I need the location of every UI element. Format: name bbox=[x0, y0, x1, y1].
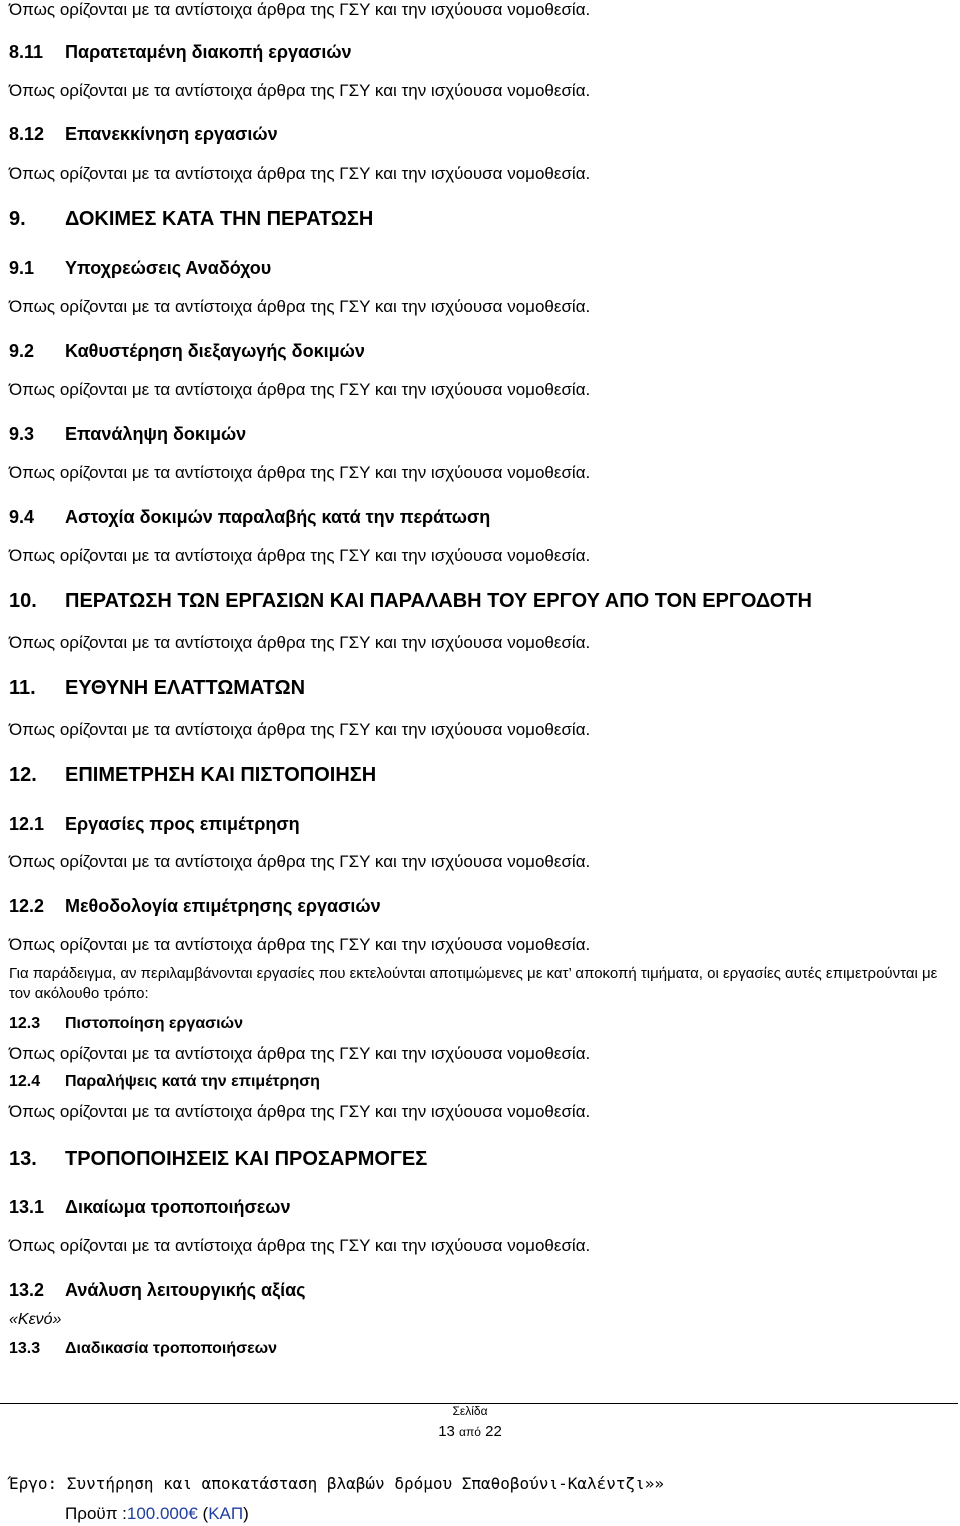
body-text: Όπως ορίζονται με τα αντίστοιχα άρθρα της ΓΣΥ και την ισχύουσα νομοθεσία. bbox=[9, 0, 591, 19]
heading-13-3 bbox=[9, 1340, 277, 1358]
heading-12 bbox=[9, 764, 376, 787]
heading-13 bbox=[9, 1148, 427, 1171]
heading-9-4 bbox=[9, 507, 490, 528]
page-total: 22 bbox=[485, 1423, 502, 1440]
heading-9-1 bbox=[9, 258, 271, 279]
heading-title: ΕΥΘΥΝΗ ΕΛΑΤΤΩΜΑΤΩΝ bbox=[65, 677, 306, 699]
heading-number: 12.1 bbox=[9, 814, 45, 834]
body-text: Όπως ορίζονται με τα αντίστοιχα άρθρα της ΓΣΥ και την ισχύουσα νομοθεσία. bbox=[9, 935, 591, 954]
heading-number: 12.3 bbox=[9, 1015, 41, 1032]
body-text: Όπως ορίζονται με τα αντίστοιχα άρθρα της ΓΣΥ και την ισχύουσα νομοθεσία. bbox=[9, 463, 591, 482]
heading-13-1 bbox=[9, 1197, 291, 1218]
body-text: Όπως ορίζονται με τα αντίστοιχα άρθρα της ΓΣΥ και την ισχύουσα νομοθεσία. bbox=[9, 633, 591, 652]
heading-number: 11. bbox=[9, 677, 36, 699]
heading-title: Παρατεταμένη διακοπή εργασιών bbox=[65, 42, 352, 62]
heading-9 bbox=[9, 208, 373, 231]
budget-label: Προϋπ : bbox=[65, 1504, 127, 1523]
heading-9-2 bbox=[9, 341, 365, 362]
heading-number: 9.2 bbox=[9, 341, 35, 361]
heading-8-11 bbox=[9, 42, 352, 63]
heading-title: Καθυστέρηση διεξαγωγής δοκιμών bbox=[65, 341, 365, 361]
heading-title: Αστοχία δοκιμών παραλαβής κατά την περάτωση bbox=[65, 507, 491, 527]
heading-9-3 bbox=[9, 424, 246, 445]
page-of-word: από bbox=[459, 1425, 481, 1439]
footer-project-title: Έργο: Συντήρηση και αποκατάσταση βλαβών δρόμου Σπαθοβούνι-Καλέντζι»» bbox=[9, 1474, 665, 1493]
body-text: Όπως ορίζονται με τα αντίστοιχα άρθρα της ΓΣΥ και την ισχύουσα νομοθεσία. bbox=[9, 852, 591, 871]
heading-12-1 bbox=[9, 814, 300, 835]
empty-marker: «Κενό» bbox=[9, 1311, 62, 1328]
heading-number: 9.1 bbox=[9, 258, 35, 278]
heading-number: 9.3 bbox=[9, 424, 35, 444]
heading-12-3 bbox=[9, 1015, 243, 1033]
paragraph-12-2: Για παράδειγμα, αν περιλαμβάνονται εργασίες που εκτελούνται αποτιμώμενες με κατ’ αποκοπή τιμήματα, οι εργασίες αυτές επιμετρούνται με τον ακόλουθο τρόπο: bbox=[9, 965, 938, 1002]
heading-number: 12. bbox=[9, 764, 37, 786]
heading-title: Πιστοποίηση εργασιών bbox=[65, 1015, 243, 1032]
heading-12-4 bbox=[9, 1073, 320, 1091]
heading-number: 12.4 bbox=[9, 1073, 41, 1090]
heading-number: 13.2 bbox=[9, 1280, 45, 1300]
body-text: Όπως ορίζονται με τα αντίστοιχα άρθρα της ΓΣΥ και την ισχύουσα νομοθεσία. bbox=[9, 81, 591, 100]
heading-title: Μεθοδολογία επιμέτρησης εργασιών bbox=[65, 896, 381, 916]
body-text: Όπως ορίζονται με τα αντίστοιχα άρθρα της ΓΣΥ και την ισχύουσα νομοθεσία. bbox=[9, 297, 591, 316]
heading-number: 9. bbox=[9, 208, 26, 230]
heading-title: ΔΟΚΙΜΕΣ ΚΑΤΑ ΤΗΝ ΠΕΡΑΤΩΣΗ bbox=[65, 208, 374, 230]
heading-12-2 bbox=[9, 896, 381, 917]
body-text: Όπως ορίζονται με τα αντίστοιχα άρθρα της ΓΣΥ και την ισχύουσα νομοθεσία. bbox=[9, 720, 591, 739]
heading-13-2 bbox=[9, 1280, 306, 1301]
heading-title: ΠΕΡΑΤΩΣΗ ΤΩΝ ΕΡΓΑΣΙΩΝ ΚΑΙ ΠΑΡΑΛΑΒΗ ΤΟΥ ΕΡΓΟΥ ΑΠΟ ΤΟΝ ΕΡΓΟΔΟΤΗ bbox=[65, 590, 812, 612]
heading-number: 13.1 bbox=[9, 1197, 45, 1217]
budget-close-paren: ) bbox=[243, 1504, 249, 1523]
heading-number: 13.3 bbox=[9, 1340, 41, 1357]
heading-title: Παραλήψεις κατά την επιμέτρηση bbox=[65, 1073, 320, 1090]
body-text: Όπως ορίζονται με τα αντίστοιχα άρθρα της ΓΣΥ και την ισχύουσα νομοθεσία. bbox=[9, 1044, 591, 1063]
budget-value: 100.000€ bbox=[126, 1504, 198, 1523]
body-text: Όπως ορίζονται με τα αντίστοιχα άρθρα της ΓΣΥ και την ισχύουσα νομοθεσία. bbox=[9, 164, 591, 183]
heading-title: Υποχρεώσεις Αναδόχου bbox=[65, 258, 272, 278]
heading-8-12 bbox=[9, 124, 278, 145]
heading-11 bbox=[9, 677, 305, 700]
heading-10 bbox=[9, 590, 812, 613]
heading-title: ΕΠΙΜΕΤΡΗΣΗ ΚΑΙ ΠΙΣΤΟΠΟΙΗΣΗ bbox=[65, 764, 377, 786]
body-text: Όπως ορίζονται με τα αντίστοιχα άρθρα της ΓΣΥ και την ισχύουσα νομοθεσία. bbox=[9, 546, 591, 565]
heading-title: Εργασίες προς επιμέτρηση bbox=[65, 814, 300, 834]
budget-code: ΚΑΠ bbox=[208, 1504, 244, 1523]
heading-title: ΤΡΟΠΟΠΟΙΗΣΕΙΣ ΚΑΙ ΠΡΟΣΑΡΜΟΓΕΣ bbox=[65, 1148, 428, 1170]
heading-number: 13. bbox=[9, 1148, 37, 1170]
heading-title: Ανάλυση λειτουργικής αξίας bbox=[65, 1280, 306, 1300]
heading-number: 9.4 bbox=[9, 507, 35, 527]
body-text: Όπως ορίζονται με τα αντίστοιχα άρθρα της ΓΣΥ και την ισχύουσα νομοθεσία. bbox=[9, 380, 591, 399]
heading-title: Διαδικασία τροποποιήσεων bbox=[65, 1340, 278, 1357]
page-number: 13 bbox=[438, 1423, 455, 1440]
heading-title: Δικαίωμα τροποποιήσεων bbox=[65, 1197, 291, 1217]
heading-number: 10. bbox=[9, 590, 37, 612]
heading-number: 8.11 bbox=[9, 42, 44, 62]
footer-page-word: Σελίδα bbox=[452, 1404, 488, 1418]
heading-title: Επανάληψη δοκιμών bbox=[65, 424, 247, 444]
heading-title: Επανεκκίνηση εργασιών bbox=[65, 124, 278, 144]
heading-number: 12.2 bbox=[9, 896, 45, 916]
budget-open-paren: ( bbox=[202, 1504, 209, 1523]
heading-number: 8.12 bbox=[9, 124, 45, 144]
body-text: Όπως ορίζονται με τα αντίστοιχα άρθρα της ΓΣΥ και την ισχύουσα νομοθεσία. bbox=[9, 1102, 591, 1121]
footer-budget bbox=[65, 1504, 249, 1524]
footer-page-indicator bbox=[0, 1423, 940, 1440]
body-text: Όπως ορίζονται με τα αντίστοιχα άρθρα της ΓΣΥ και την ισχύουσα νομοθεσία. bbox=[9, 1236, 591, 1255]
